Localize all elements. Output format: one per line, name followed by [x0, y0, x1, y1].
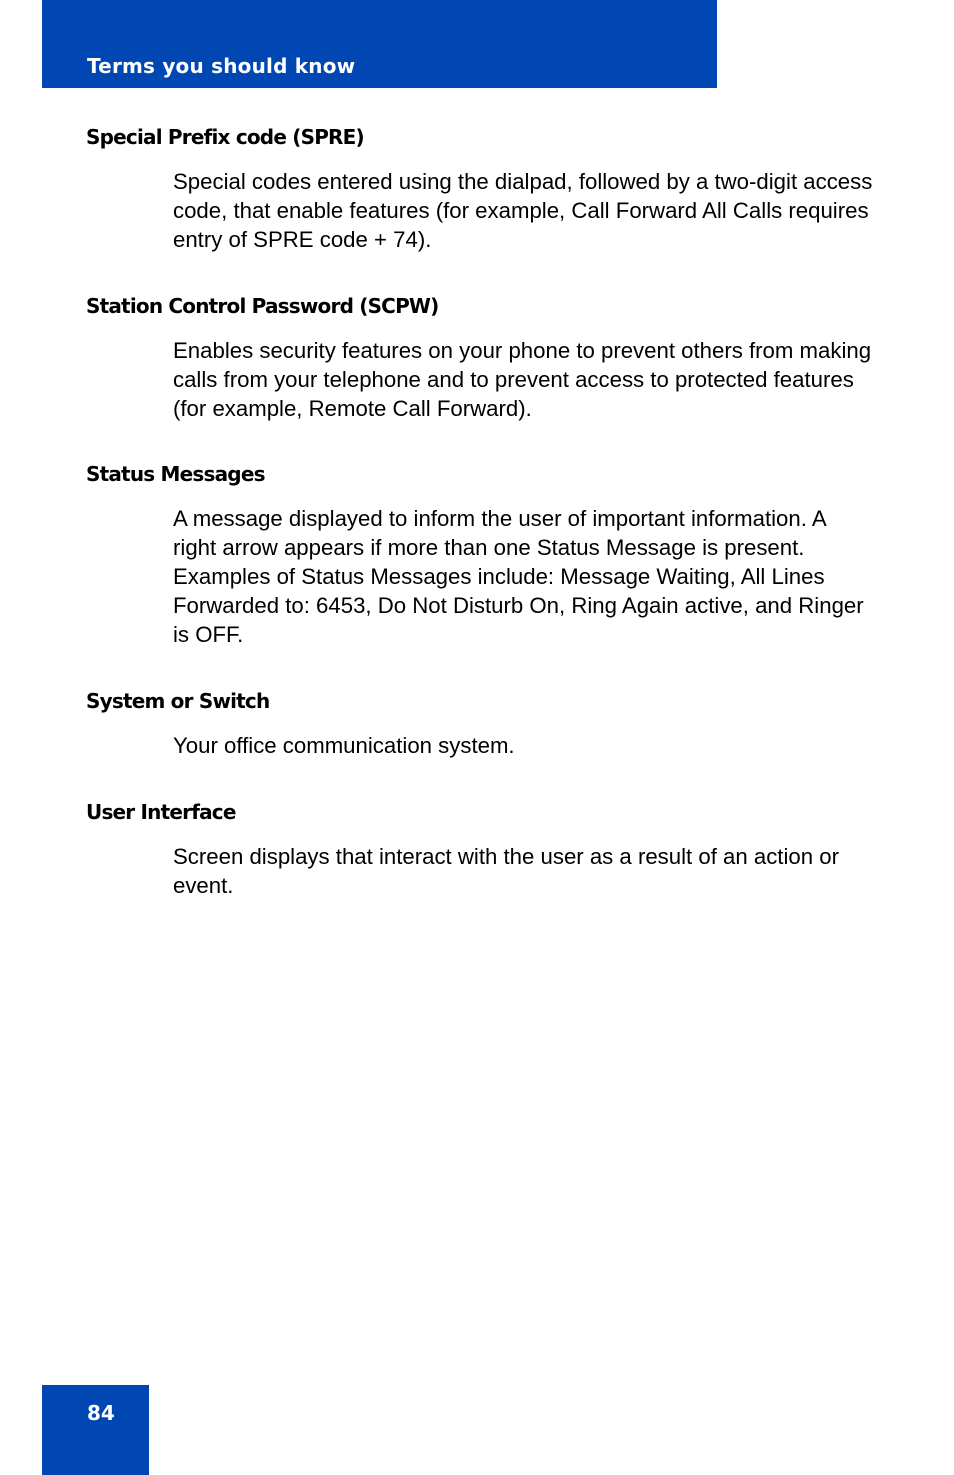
header-bar [42, 0, 717, 88]
term-title: Special Prefix code (SPRE) [86, 125, 364, 149]
term-definition: Screen displays that interact with the user as a result of an action or event. [173, 844, 839, 898]
term-title: System or Switch [86, 689, 270, 713]
term-title: Status Messages [86, 462, 265, 486]
term-definition: Special codes entered using the dialpad, followed by a two-digit access code, that enable features (for example, Call Forward All Calls requires entry of SPRE code + 74). [173, 169, 873, 252]
term-title: Station Control Password (SCPW) [86, 294, 439, 318]
term-title: User Interface [86, 800, 236, 824]
term-definition: Your office communication system. [173, 733, 515, 758]
term-definition: A message displayed to inform the user of important information. A right arrow appears if more than one Status Message is present. Examples of Status Messages include: Message Waiting, All Lines Forwarded to: 6453, Do Not Disturb On, Ring Again active, and Ringer is OFF. [173, 506, 864, 647]
page-number: 84 [87, 1401, 115, 1425]
page-header-title: Terms you should know [87, 54, 356, 78]
page-number-box [42, 1385, 149, 1475]
term-definition: Enables security features on your phone to prevent others from making calls from your telephone and to prevent access to protected features (for example, Remote Call Forward). [173, 338, 872, 421]
